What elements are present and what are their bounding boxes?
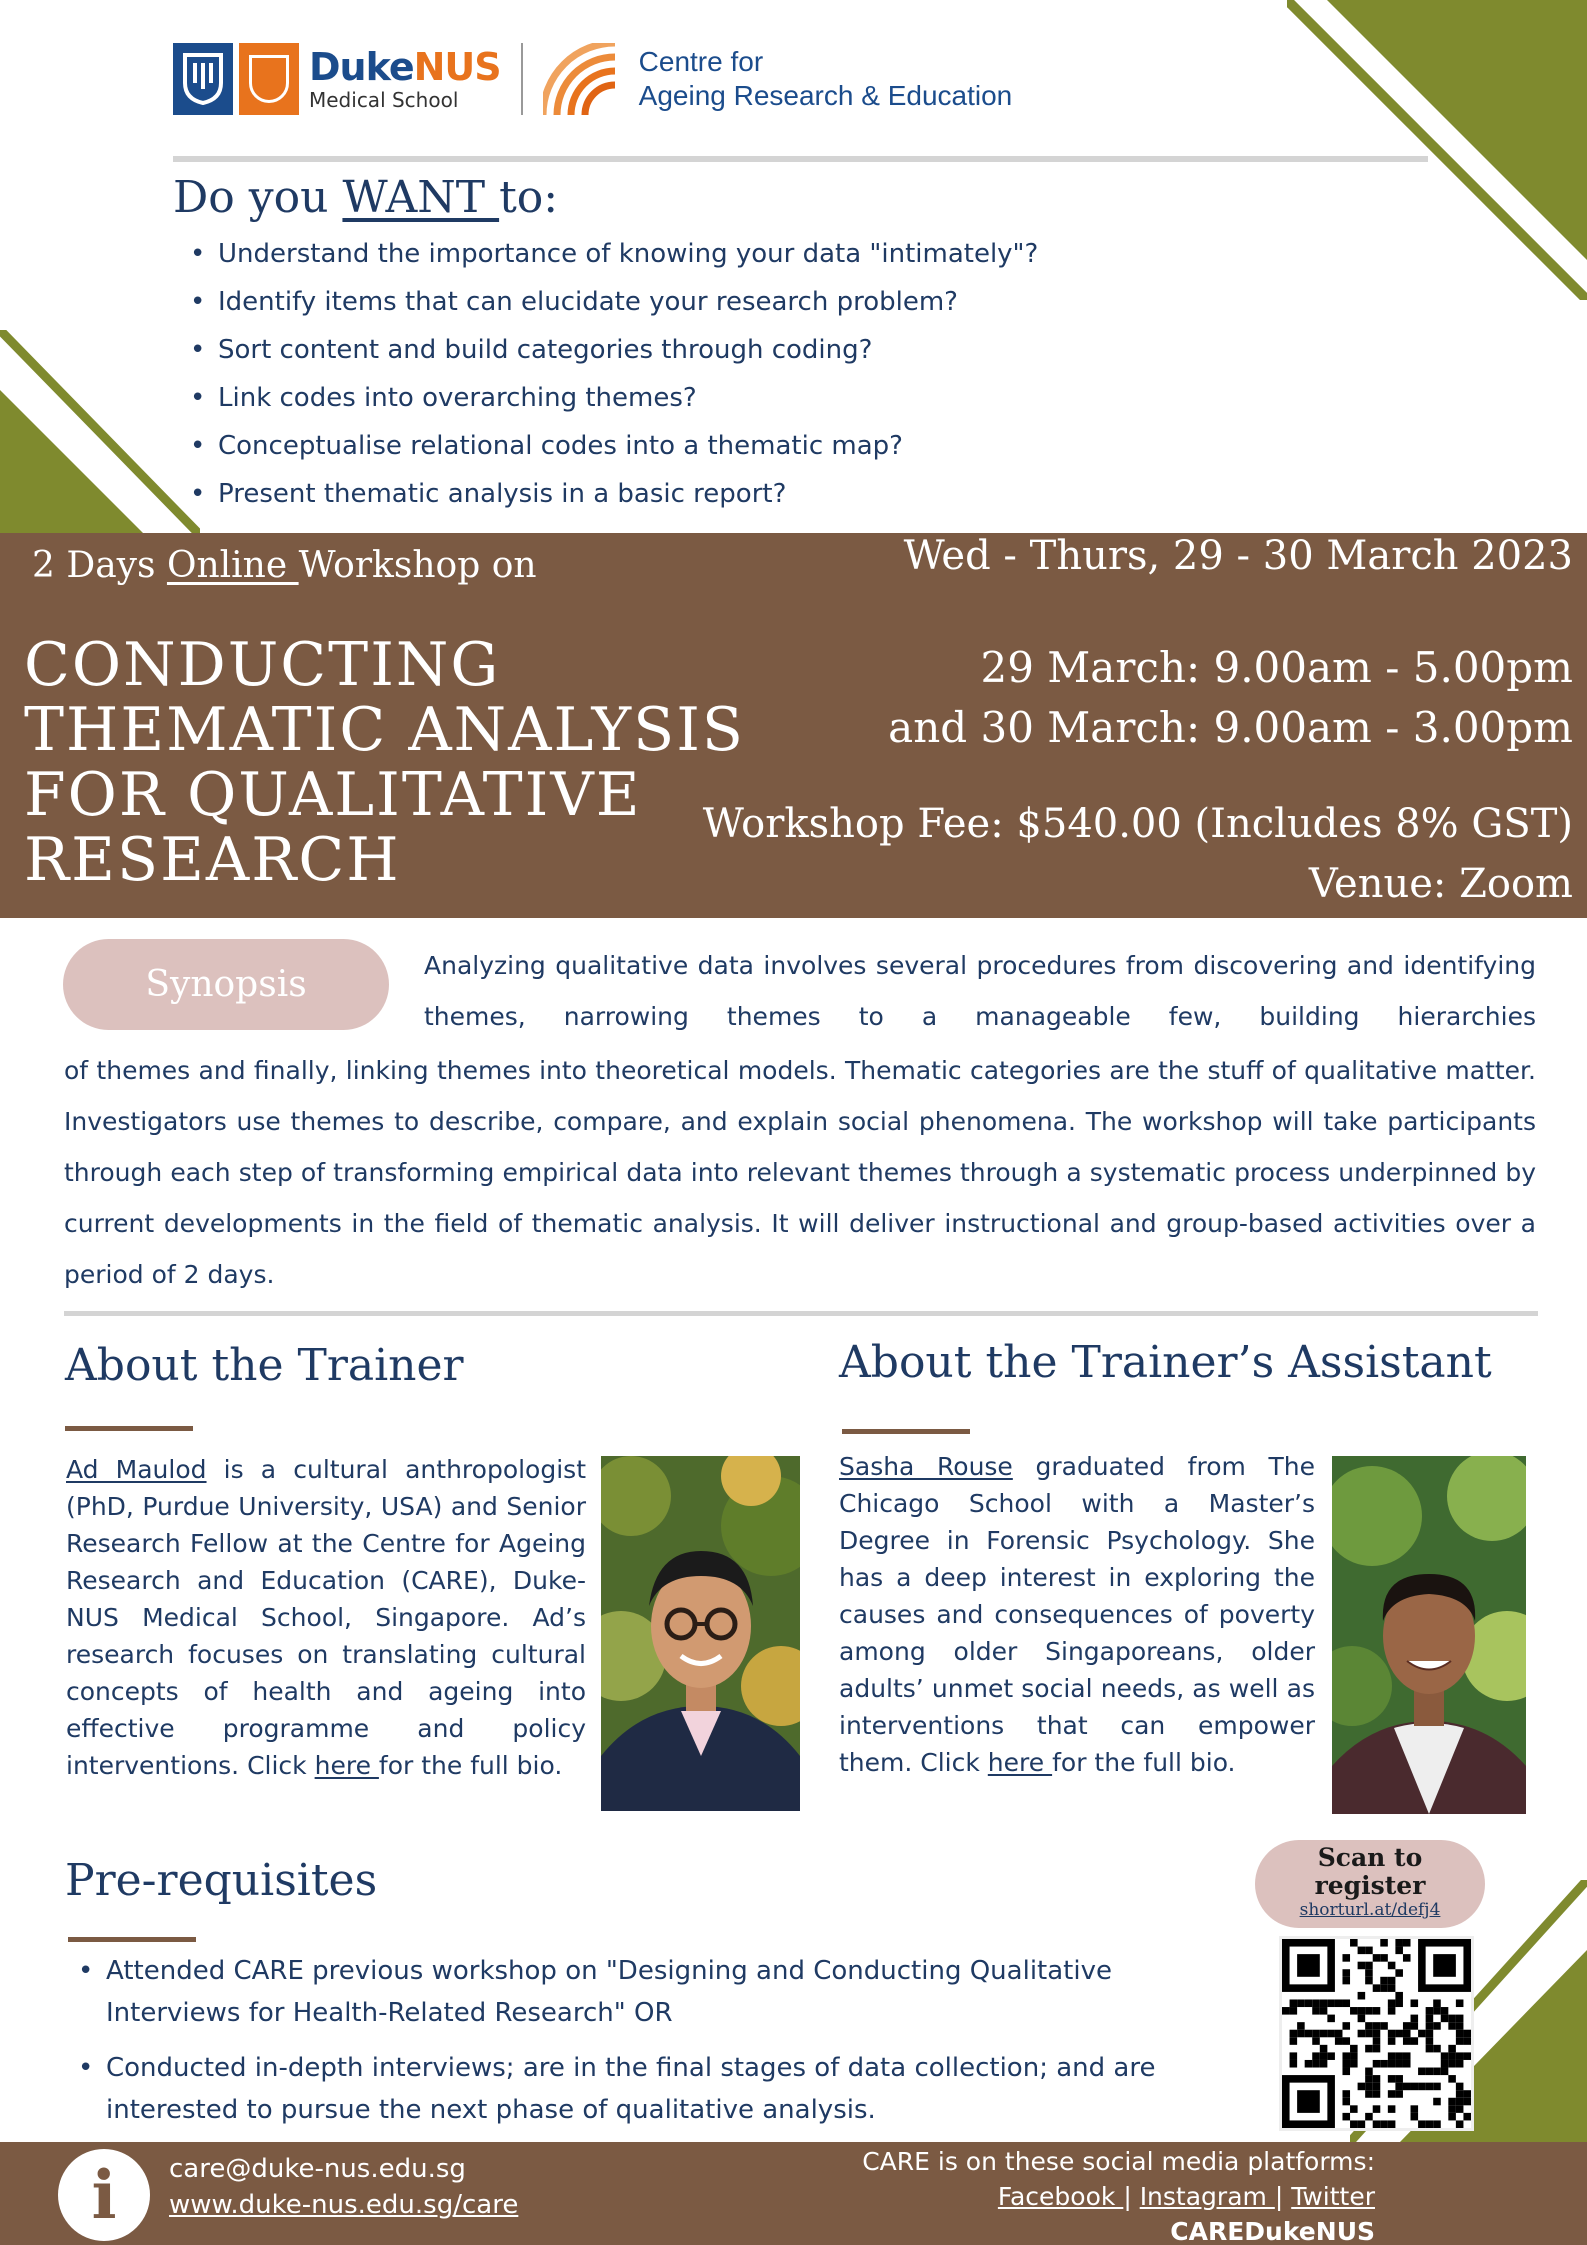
want-item: • Identify items that can elucidate your research problem? — [190, 284, 1038, 332]
trainer-name-link[interactable]: Ad Maulod — [66, 1455, 207, 1484]
want-item: • Sort content and build categories through coding? — [190, 332, 1038, 380]
footer-website-link[interactable]: www.duke-nus.edu.sg/care — [169, 2190, 519, 2220]
workshop-dates: Wed - Thurs, 29 - 30 March 2023 — [903, 533, 1573, 579]
workshop-venue: Venue: Zoom — [1308, 861, 1573, 907]
workshop-lead — [32, 545, 537, 586]
workshop-title-line: THEMATIC ANALYSIS — [24, 695, 746, 765]
assistant-heading-rule — [842, 1429, 970, 1434]
assistant-bio-text: graduated from The Chicago School with a Master’s Degree in Forensic Psychology. She has a deep interest in exploring the causes and consequences of poverty among older Singaporeans, older adults’ unmet social needs, as well as interventions that can empower them. Click — [839, 1452, 1315, 1777]
care-logo-icon — [543, 43, 625, 115]
register-qr-code[interactable] — [1279, 1936, 1474, 2131]
want-item: • Link codes into overarching themes? — [190, 380, 1038, 428]
workshop-title — [24, 630, 746, 895]
trainer-bio-link[interactable]: here — [314, 1751, 379, 1780]
care-line-1: Centre for — [638, 46, 764, 78]
trainer-heading-rule — [65, 1426, 193, 1431]
assistant-photo — [1332, 1456, 1526, 1814]
duke-nus-logo — [309, 45, 501, 112]
want-heading-post: to: — [499, 172, 559, 223]
synopsis-text-rest: of themes and finally, linking themes into theoretical models. Thematic categories are the stuff of qualitative matter. Investigators use themes to describe, compare, and explain social phenomena. The workshop will take participants through each step of transforming empirical data into relevant themes through a systematic process underpinned by current developments in the field of thematic analysis. It will deliver instructional and group-based activities over a period of 2 days. — [64, 1056, 1536, 1289]
footer — [0, 2142, 1587, 2245]
duke-shield-icon — [173, 43, 233, 115]
want-list — [190, 236, 1038, 524]
top-divider — [173, 156, 1428, 162]
trainer-bio — [66, 1451, 586, 1784]
footer-email-link[interactable]: care@duke-nus.edu.sg — [169, 2154, 466, 2184]
logo-divider — [521, 43, 523, 115]
assistant-name-link[interactable]: Sasha Rouse — [839, 1452, 1013, 1481]
instagram-link[interactable]: Instagram — [1139, 2182, 1275, 2211]
workshop-banner — [0, 533, 1587, 918]
synopsis-label: Synopsis — [63, 939, 389, 1030]
duke-subtitle: Medical School — [309, 88, 459, 112]
prereq-item: • Conducted in-depth interviews; are in the final stages of data collection; and are interested to pursue the next phase of qualitative analysis. — [78, 2047, 1188, 2131]
workshop-lead-online: Online — [166, 545, 299, 586]
register-url-link[interactable]: shorturl.at/defj4 — [1299, 1900, 1441, 1920]
info-icon: i — [58, 2149, 150, 2241]
footer-social — [862, 2144, 1375, 2245]
want-item: • Present thematic analysis in a basic report? — [190, 476, 1038, 524]
social-handle: CAREDukeNUS — [1170, 2217, 1375, 2245]
header-logos — [173, 40, 1012, 118]
trainer-photo — [601, 1456, 800, 1811]
top-right-corner-decoration — [1287, 0, 1587, 300]
workshop-title-line: FOR QUALITATIVE — [24, 760, 642, 830]
left-corner-decoration — [0, 330, 200, 535]
register-label-line2: register — [1314, 1871, 1426, 1900]
duke-name: Duke — [309, 45, 414, 89]
register-label-line1: Scan to — [1317, 1843, 1423, 1872]
social-links — [862, 2179, 1375, 2214]
trainer-bio-tail: for the full bio. — [378, 1751, 563, 1780]
prereq-heading-rule — [68, 1937, 196, 1942]
assistant-bio-tail: for the full bio. — [1052, 1748, 1236, 1777]
social-intro: CARE is on these social media platforms: — [862, 2147, 1375, 2176]
nus-name: NUS — [413, 45, 501, 89]
workshop-title-line: CONDUCTING — [24, 630, 501, 700]
workshop-lead-pre: 2 Days — [32, 545, 167, 586]
care-logo-text — [639, 45, 1013, 112]
section-divider — [64, 1311, 1538, 1316]
want-heading — [173, 172, 558, 223]
assistant-bio — [839, 1448, 1315, 1781]
want-heading-em: WANT — [342, 172, 500, 223]
social-separator: | — [1274, 2182, 1292, 2211]
workshop-time-day2: and 30 March: 9.00am - 3.00pm — [888, 703, 1573, 752]
want-item: • Conceptualise relational codes into a thematic map? — [190, 428, 1038, 476]
want-item: • Understand the importance of knowing your data "intimately"? — [190, 236, 1038, 284]
synopsis-text-start: Analyzing qualitative data involves several procedures from discovering and identifying themes, narrowing themes to a manageable few, building hierarchies — [424, 951, 1536, 1031]
workshop-lead-post: Workshop on — [298, 545, 537, 586]
twitter-link[interactable]: Twitter — [1291, 2182, 1375, 2211]
prereq-list — [78, 1950, 1188, 2144]
social-separator: | — [1123, 2182, 1140, 2211]
facebook-link[interactable]: Facebook — [997, 2182, 1124, 2211]
prereq-heading: Pre-requisites — [65, 1855, 378, 1906]
prereq-item: • Attended CARE previous workshop on "Designing and Conducting Qualitative Interviews for Health-Related Research" OR — [78, 1950, 1188, 2034]
workshop-title-line: RESEARCH — [24, 825, 401, 895]
assistant-heading: About the Trainer’s Assistant — [839, 1337, 1492, 1388]
care-line-2: Ageing Research & Education — [638, 80, 1013, 111]
trainer-bio-text: is a cultural anthropologist (PhD, Purdue University, USA) and Senior Research Fellow at the Centre for Ageing Research and Education (CARE), Duke-NUS Medical School, Singapore. Ad’s research focuses on translating cultural concepts of health and ageing into effective programme and policy interventions. Click — [66, 1455, 586, 1780]
workshop-fee: Workshop Fee: $540.00 (Includes 8% GST) — [702, 801, 1573, 847]
trainer-heading: About the Trainer — [65, 1340, 464, 1391]
qr-code-icon — [1282, 1939, 1471, 2128]
register-badge — [1255, 1840, 1485, 1928]
want-heading-pre: Do you — [173, 172, 343, 223]
assistant-bio-link[interactable]: here — [987, 1748, 1053, 1777]
nus-crest-icon — [239, 43, 299, 115]
workshop-time-day1: 29 March: 9.00am - 5.00pm — [980, 643, 1573, 692]
